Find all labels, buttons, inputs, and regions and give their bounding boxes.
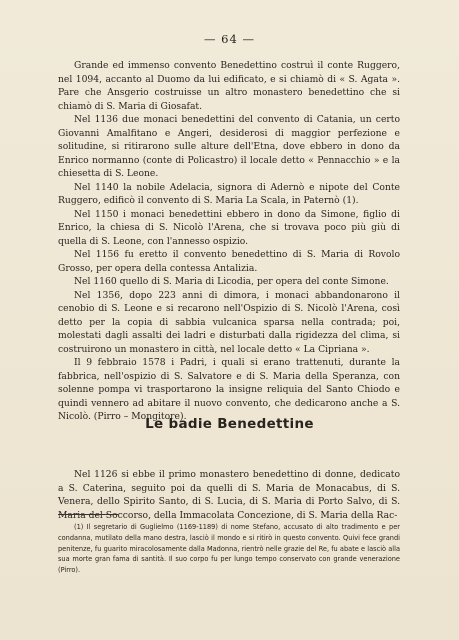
- footnote-text: (1) Il segretario di Guglielmo (1169-1189) di nome Stefano, accusato di alto tradimento e per condanna, mutilato della mano destra, lasciò il mondo e si ritirò in questo convento. Quivi fece grandi penitenze, fu guarito miracolosamente dalla Madonna, rientrò nelle grazie del Re, fu abate e lasciò alla sua morte gran fama di santità. Il suo corpo fu per lungo tempo conservato con grande venerazione (Pirro).: [58, 523, 400, 575]
- paragraph: Nel 1140 la nobile Adelacia, signora di Adernò e nipote del Conte Ruggero, edificò il convento di S. Maria La Scala, in Paternò (1).: [58, 181, 400, 206]
- page-number: — 64 —: [204, 32, 255, 46]
- paragraph: Nel 1150 i monaci benedettini ebbero in dono da Simone, figlio di Enrico, la chiesa di S. Nicolò l'Arena, che si trovava poco più giù di quella di S. Leone, con l'annesso ospizio.: [58, 208, 400, 247]
- paragraph: Nel 1126 si ebbe il primo monastero benedettino di donne, dedicato a S. Caterina, seguito poi da quelli di S. Maria de Monacabus, di S. Venera, dello Spirito Santo, di S. Lucia, di S. Maria di Porto Salvo, di S. Maria del Soccorso, della Immacolata Concezione, di S. Maria della Rac-: [58, 469, 400, 521]
- footnote: [58, 522, 400, 576]
- main-text: [58, 59, 400, 424]
- paragraph: Il 9 febbraio 1578 i Padri, i quali si erano trattenuti, durante la fabbrica, nell'ospizio di S. Salvatore e di S. Maria della Speranza, con solenne pompa vi trasportarono la insigne reliquia del Santo Chiodo e quindi vennero ad abitare il nuovo convento, che dedicarono anche a S. Nicolò. (Pirro – Mongitore).: [58, 357, 400, 422]
- footnote-divider: [58, 514, 118, 515]
- paragraph: Nel 1160 quello di S. Maria di Licodia, per opera del conte Simone.: [74, 276, 389, 287]
- paragraph: Nel 1156 fu eretto il convento benedettino di S. Maria di Rovolo Grosso, per opera della contessa Antalizia.: [58, 249, 400, 274]
- paragraph: Nel 1356, dopo 223 anni di dimora, i monaci abbandonarono il cenobio di S. Leone e si recarono nell'Ospizio di S. Nicolò l'Arena, così detto per la copia di sabbia vulcanica sparsa nella contrada; poi, molestati dagli assalti dei ladri e disturbati dalla rigidezza del clima, si costruirono un monastero in città, nel locale detto « La Cipriana ».: [58, 289, 400, 355]
- paragraph: Nel 1136 due monaci benedettini del convento di Catania, un certo Giovanni Amalfitano e Angeri, desiderosi di maggior perfezione e solitudine, si ritirarono sulle alture dell'Etna, dove ebbero in dono da Enrico normanno (conte di Policastro) il locale detto « Pennacchio » e la chiesetta di S. Leone.: [58, 114, 400, 179]
- paragraph: Grande ed immenso convento Benedettino costruì il conte Ruggero, nel 1094, accanto al Duomo da lui edificato, e si chiamò di « S. Agata ». Pare che Ansgerio costruisse un altro monastero benedettino che si chiamò di S. Maria di Giosafat.: [58, 60, 400, 112]
- section-heading: Le badie Benedettine: [145, 416, 314, 432]
